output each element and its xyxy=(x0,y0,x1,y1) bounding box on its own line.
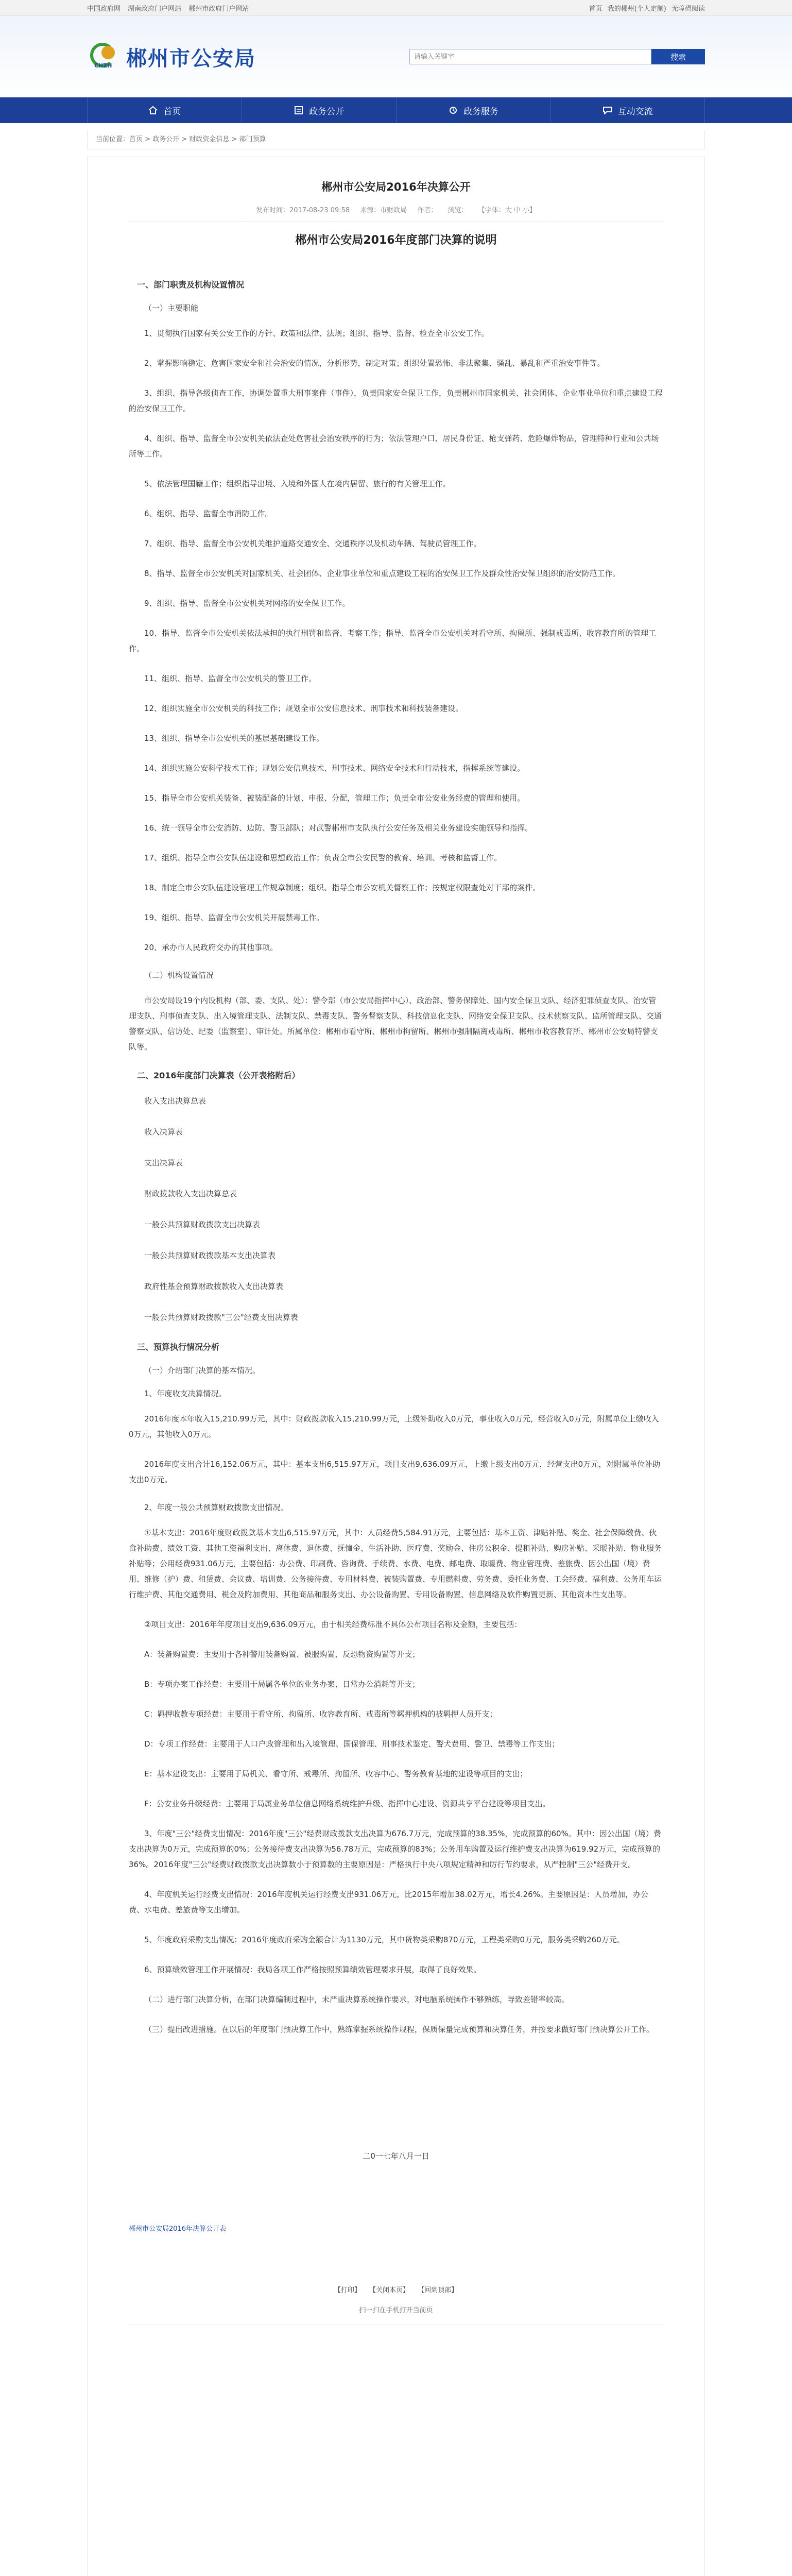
paragraph: 2、掌握影响稳定、危害国家安全和社会治安的情况，分析形势，制定对策；组织处置恐怖、非法聚集、骚乱、暴乱和严重治安事件等。 xyxy=(144,359,605,368)
article-tools xyxy=(129,2284,663,2294)
nav-home-label: 首页 xyxy=(163,106,181,117)
search-bar xyxy=(409,49,705,64)
logo-mini-text: CHZH xyxy=(94,62,112,69)
paragraph: 4、组织、指导、监督全市公安机关依法查处危害社会治安秩序的行为；依法管理户口、居民身份证、枪支弹药、危险爆炸物品，管理特种行业和公共场所等工作。 xyxy=(129,434,659,459)
chat-icon xyxy=(602,106,613,114)
top-link-accessible[interactable]: 无障碍阅读 xyxy=(671,5,705,13)
paragraph: 18、制定全市公安队伍建设管理工作规章制度；组织、指导全市公安机关督察工作；按规定权限查处对干部的案件。 xyxy=(144,883,541,892)
section-heading: 三、预算执行情况分析 xyxy=(137,1342,220,1352)
table-list-item[interactable]: 财政拨款收入支出决算总表 xyxy=(144,1189,237,1198)
paragraph: ①基本支出：2016年度财政拨款基本支出6,515.97万元，其中：人员经费5,584.91万元，主要包括：基本工资、津贴补贴、奖金、社会保障缴费、伙食补助费、绩效工资、其他工资福利支出、离休费、退休费、抚恤金、生活补助、医疗费、奖励金、住房公积金、提租补贴、购房补贴、采暖补贴、物业服务补贴等；公用经费931.06万元，主要包括：办公费、印刷费、咨询费、手续费、水费、电费、邮电费、取暖费、物业管理费、差旅费、因公出国（境）费用、维修（护）费、租赁费、会议费、培训费、公务接待费、专用材料费、被装购置费、专用燃料费、劳务费、委托业务费、工会经费、福利费、公务用车运行维护费、其他交通费用、税金及附加费用、其他商品和服务支出、办公设备购置、专用设备购置、信息网络及软件购置更新、其他资本性支出等。 xyxy=(129,1528,662,1599)
meta-views: 浏览： xyxy=(447,207,468,214)
paragraph: ②项目支出：2016年年度项目支出9,636.09万元，由于相关经费标准不具体公布项目名称及金额，主要包括： xyxy=(144,1620,522,1629)
paragraph: 1、贯彻执行国家有关公安工作的方针、政策和法律、法规；组织、指导、监督、检查全市公安工作。 xyxy=(144,329,489,338)
paragraph: 8、指导、监督全市公安机关对国家机关、社会团体、企业事业单位和重点建设工程的治安保卫工作及群众性治安保卫组织的治安防范工作。 xyxy=(144,569,621,578)
nav-gov-affairs[interactable] xyxy=(242,97,397,123)
paragraph: C：羁押收教专项经费：主要用于看守所、拘留所、收容教育所、戒毒所等羁押机构的被羁押人员开支； xyxy=(144,1709,497,1719)
paragraph: 20、承办市人民政府交办的其他事项。 xyxy=(144,943,278,952)
nav-services[interactable] xyxy=(397,97,551,123)
article-subtitle: 郴州市公安局2016年度部门决算的说明 xyxy=(295,234,497,247)
top-bar xyxy=(0,0,792,16)
nav-interaction[interactable] xyxy=(550,97,705,123)
meta-date: 发布时间：2017-08-23 09:58 xyxy=(255,207,350,214)
logo-emblem-icon xyxy=(87,39,123,75)
sub-heading: （二）机构设置情况 xyxy=(144,971,214,980)
table-list-item[interactable]: 收入支出决算总表 xyxy=(144,1096,206,1106)
qr-hint: 扫一扫在手机打开当前页 xyxy=(129,2304,663,2325)
nav-services-label: 政务服务 xyxy=(463,106,498,117)
site-logo[interactable] xyxy=(87,39,256,75)
top-link-chenzhou[interactable]: 郴州市政府门户网站 xyxy=(188,5,249,13)
paragraph: 11、组织、指导、监督全市公安机关的警卫工作。 xyxy=(144,674,317,683)
main-nav xyxy=(0,97,792,123)
top-link-home[interactable]: 首页 xyxy=(589,5,602,13)
paragraph: （二）进行部门决算分析，在部门决算编制过程中，未严重决算系统操作要求，对电脑系统操作不够熟练，导致差错率较高。 xyxy=(144,1995,570,2004)
paragraph: 19、组织、指导、监督全市公安机关开展禁毒工作。 xyxy=(144,913,324,922)
paragraph: 16、统一领导全市公安消防、边防、警卫部队；对武警郴州市支队执行公安任务及相关业务建设实施领导和指挥。 xyxy=(144,823,533,833)
paragraph: D：专项工作经费：主要用于人口户政管理和出入境管理、国保管理、刑事技术鉴定、警犬费用、警卫、禁毒等工作支出； xyxy=(144,1739,560,1749)
search-input[interactable] xyxy=(409,49,651,64)
top-links-right xyxy=(586,3,705,13)
paragraph: 14、组织实施公安科学技术工作；规划公安信息技术、刑事技术、网络安全技术和行动技术，指挥系统等建设。 xyxy=(144,764,525,773)
paragraph: 9、组织、指导、监督全市公安机关对网络的安全保卫工作。 xyxy=(144,599,350,608)
paragraph: 4、年度机关运行经费支出情况：2016年度机关运行经费支出931.06万元，比2015年增加38.02万元，增长4.26%。主要原因是：人员增加，办公费、水电费、差旅费等支出增加。 xyxy=(129,1890,648,1914)
sub-heading: （一）主要职能 xyxy=(144,303,199,313)
paragraph: 13、组织、指导全市公安机关的基层基础建设工作。 xyxy=(144,734,324,743)
table-list-item[interactable]: 支出决算表 xyxy=(144,1158,183,1167)
paragraph: E：基本建设支出：主要用于局机关、看守所、戒毒所、拘留所、收容中心、警务教育基地的建设等项目的支出； xyxy=(144,1769,528,1778)
paragraph: 5、依法管理国籍工作；组织指导出境、入境和外国人在境内居留、旅行的有关管理工作。 xyxy=(144,479,451,488)
paragraph: A：装备购置费：主要用于各种警用装备购置、被服购置、反恐物资购置等开支； xyxy=(144,1650,420,1659)
table-list-item[interactable]: 一般公共预算财政拨款基本支出决算表 xyxy=(144,1251,276,1260)
logo-text: 郴州市公安局 xyxy=(126,46,256,71)
paragraph: 5、年度政府采购支出情况：2016年度政府采购金额合计为1130万元，其中货物类采购870万元，工程类采购0万元，服务类采购260万元。 xyxy=(144,1935,625,1944)
sub-heading: （一）介绍部门决算的基本情况。 xyxy=(144,1366,261,1375)
top-link-gov[interactable]: 中国政府网 xyxy=(87,5,121,13)
close-page-button[interactable]: 【关闭本页】 xyxy=(369,2286,409,2294)
top-link-hunan[interactable]: 湖南政府门户网站 xyxy=(128,5,182,13)
paragraph: 市公安局设19个内设机构（部、委、支队、处）：警令部（市公安局指挥中心）、政治部、警务保障处、国内安全保卫支队、经济犯罪侦查支队、治安管理支队、刑事侦查支队、出入境管理支队、法制支队、禁毒支队、警务督察支队、科技信息化支队、网络安全保卫支队、技术侦察支队、监所管理支队、交通警察支队、信访处、纪委（监察室）、审计处。所属单位：郴州市看守所、郴州市拘留所、郴州市强制隔离戒毒所、郴州市收容教育所、郴州市公安局特警支队等。 xyxy=(129,996,662,1052)
top-link-personal[interactable]: 我的郴州(个人定制) xyxy=(607,5,666,13)
nav-interaction-label: 互动交流 xyxy=(617,106,653,117)
paragraph: 17、组织、指导全市公安队伍建设和思想政治工作；负责全市公安民警的教育、培训、考核和监督工作。 xyxy=(144,853,502,862)
article-container xyxy=(87,157,705,2576)
article-meta xyxy=(129,205,663,222)
paragraph: 6、预算绩效管理工作开展情况：我局各项工作严格按照预算绩效管理要求开展，取得了良好效果。 xyxy=(144,1965,481,1974)
paragraph: B：专项办案工作经费：主要用于局属各单位的业务办案、日常办公消耗等开支； xyxy=(144,1680,420,1689)
search-button[interactable]: 搜索 xyxy=(651,49,705,64)
paragraph: 2016年度支出合计16,152.06万元，其中：基本支出6,515.97万元，项目支出9,636.09万元，上缴上级支出0万元，经营支出0万元，对附属单位补助支出0万元。 xyxy=(129,1460,661,1484)
article-body xyxy=(129,278,663,2037)
article-title: 郴州市公安局2016年决算公开 xyxy=(321,181,471,193)
table-list-item[interactable]: 收入决算表 xyxy=(144,1127,183,1137)
header xyxy=(0,16,792,97)
paragraph: F：公安业务升级经费：主要用于局属业务单位信息网络系统维护升级、指挥中心建设、资源共享平台建设等项目支出。 xyxy=(144,1799,550,1808)
print-button[interactable]: 【打印】 xyxy=(334,2286,361,2294)
paragraph: 15、指导全市公安机关装备、被装配备的计划、申报、分配，管理工作；负责全市公安业务经费的管理和使用。 xyxy=(144,793,525,803)
sign-date: 二0一七年八月一日 xyxy=(363,2151,429,2161)
section-heading: 一、部门职责及机构设置情况 xyxy=(137,280,245,290)
table-list-item[interactable]: 政府性基金预算财政拨款收入支出决算表 xyxy=(144,1282,284,1291)
home-icon xyxy=(148,106,158,114)
paragraph: 10、指导、监督全市公安机关依法承担的执行刑罚和监督、考察工作；指导、监督全市公安机关对看守所、拘留所、强制戒毒所、收容教育所的管理工作。 xyxy=(129,629,657,653)
paragraph: 7、组织、指导、监督全市公安机关维护道路交通安全、交通秩序以及机动车辆、驾驶员管理工作。 xyxy=(144,539,481,548)
paragraph: 12、组织实施全市公安机关的科技工作；规划全市公安信息技术、刑事技术和科技装备建设。 xyxy=(144,704,463,713)
paragraph: （三）提出改进措施。在以后的年度部门预决算工作中，熟练掌握系统操作规程，保质保量完成预算和决算任务，并按要求做好部门预决算公开工作。 xyxy=(144,2025,655,2034)
service-icon xyxy=(448,106,458,114)
table-list-item[interactable]: 一般公共预算财政拨款"三公"经费支出决算表 xyxy=(144,1313,298,1322)
paragraph: 6、组织、指导、监督全市消防工作。 xyxy=(144,509,273,518)
nav-home[interactable] xyxy=(87,97,242,123)
back-to-top-button[interactable]: 【回到顶部】 xyxy=(418,2286,458,2294)
nav-gov-affairs-label: 政务公开 xyxy=(309,106,345,117)
sub-heading: 2、年度一般公共预算财政拨款支出情况。 xyxy=(144,1503,288,1512)
meta-source: 来源：市财政局 xyxy=(360,207,407,214)
section-heading: 二、2016年度部门决算表（公开表格附后） xyxy=(137,1071,300,1080)
table-list-item[interactable]: 一般公共预算财政拨款支出决算表 xyxy=(144,1220,261,1229)
document-icon xyxy=(294,106,304,114)
sub-heading: 1、年度收支决算情况。 xyxy=(144,1389,227,1398)
font-size-switch[interactable]: 【字体：大 中 小】 xyxy=(478,207,537,214)
attachment-link[interactable]: 郴州市公安局2016年决算公开表 xyxy=(129,2225,227,2233)
top-links-left xyxy=(87,3,254,13)
breadcrumb: 当前位置：首页 > 政务公开 > 财政资金信息 > 部门预算 xyxy=(87,130,705,149)
paragraph: 3、组织、指导各级侦查工作，协调处置重大刑事案件（事件），负责国家安全保卫工作，负责郴州市国家机关、社会团体、企业事业单位和重点建设工程的治安保卫工作。 xyxy=(129,388,663,413)
paragraph: 2016年度本年收入15,210.99万元，其中：财政拨款收入15,210.99万元，上级补助收入0万元，事业收入0万元，经营收入0万元，附属单位上缴收入0万元，其他收入0万元。 xyxy=(129,1414,659,1439)
paragraph: 3、年度"三公"经费支出情况：2016年度"三公"经费财政拨款支出决算为676.7万元，完成预算的38.35%，完成预算的60%。其中：因公出国（境）费支出决算为0万元，完成预算的0%；公务接待费支出决算为56.78万元，完成预算的83%；公务用车购置及运行维护费支出决算为619.92万元，完成预算的36%。2016年度"三公"经费财政拨款支出决算数小于预算数的主要原因是：严格执行中央八项规定精神和厉行节约要求，从严控制"三公"经费开支。 xyxy=(129,1829,661,1869)
meta-author: 作者： xyxy=(417,207,438,214)
